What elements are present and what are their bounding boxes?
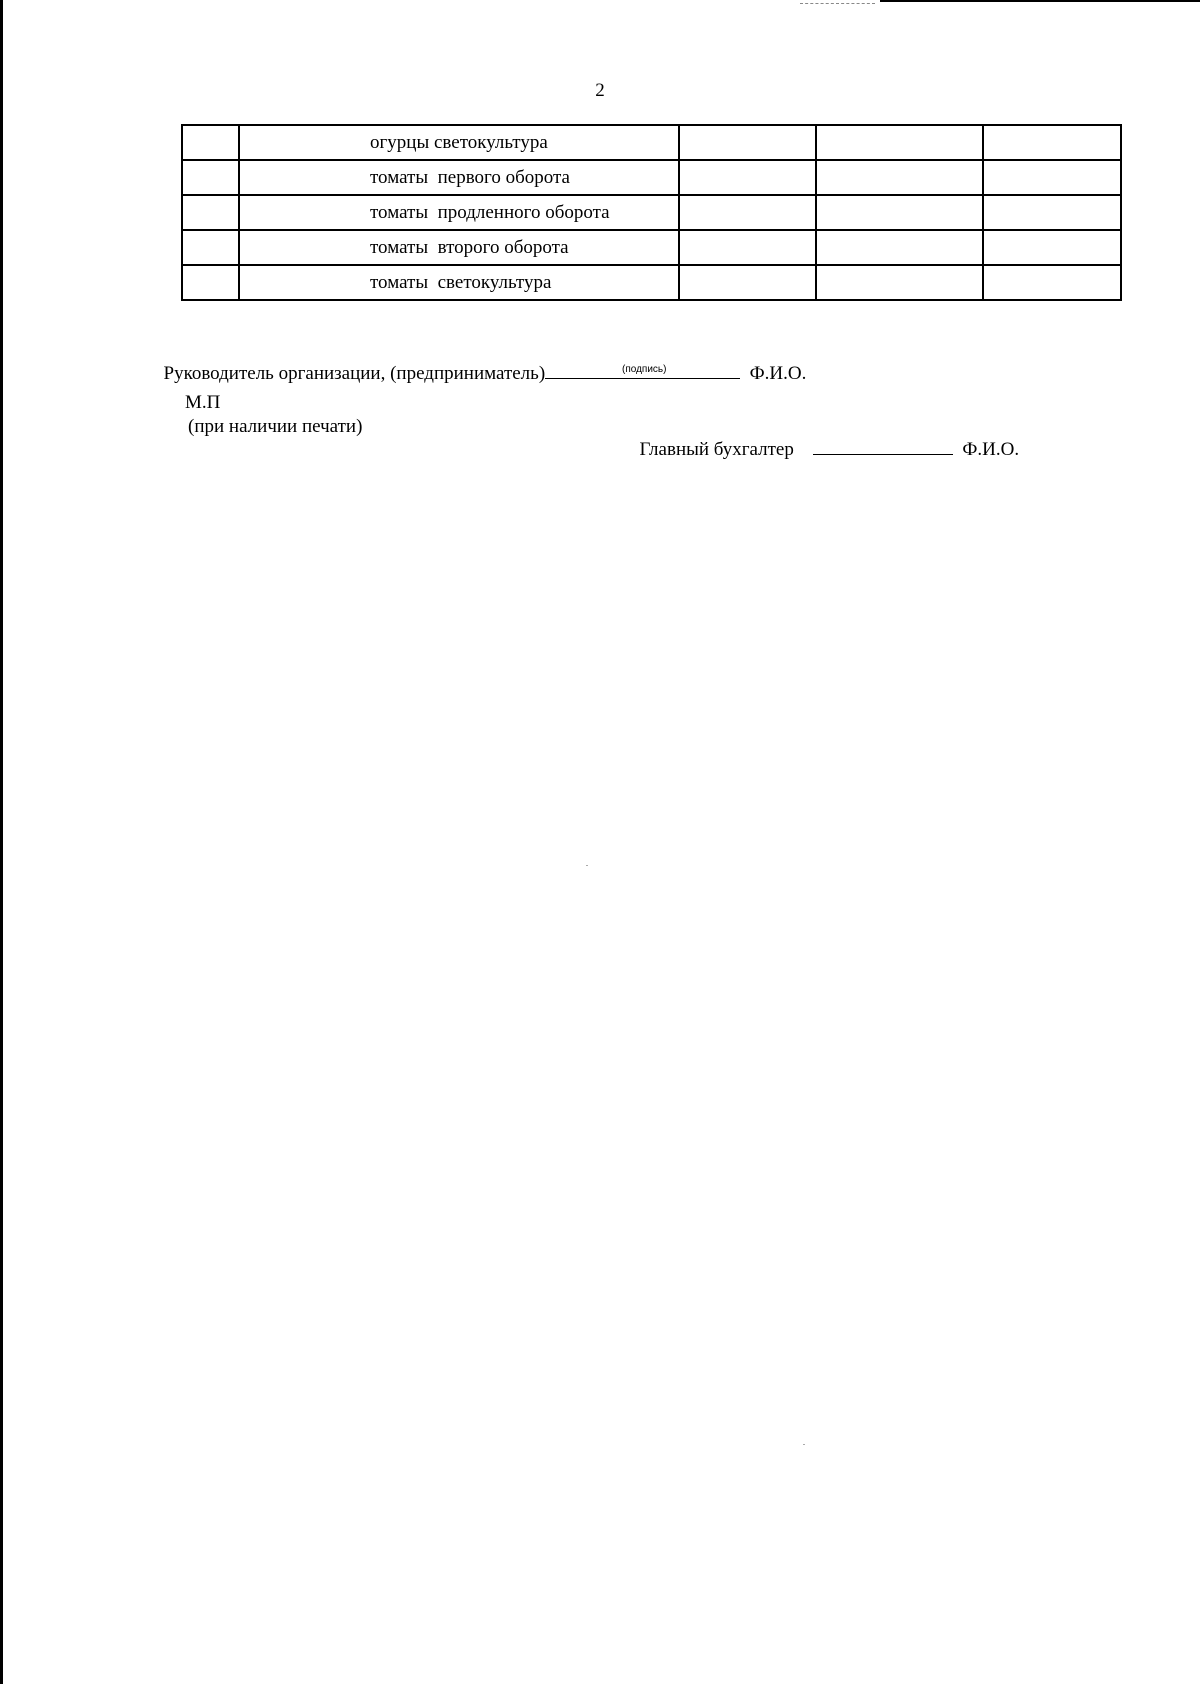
head-label: Руководитель организации, (предприниматель) [163,363,546,384]
stamp-note: (при наличии печати) [188,416,363,437]
table-cell-value [679,230,816,265]
table-cell-value [816,265,983,300]
table-cell-name: томаты первого оборота [239,160,679,195]
table-row [182,125,1121,160]
table-cell-name: томаты светокультура [239,265,679,300]
table-cell-value [816,125,983,160]
head-signature-line [154,340,806,385]
accountant-signature-blank [813,438,953,455]
accountant-label: Главный бухгалтер [639,439,794,460]
table-cell-value [679,195,816,230]
table-row [182,195,1121,230]
accountant-fio: Ф.И.О. [962,439,1020,460]
page-number: 2 [595,80,605,101]
accountant-signature-line [630,416,1019,461]
table-cell-num [182,195,239,230]
scan-edge-top [880,0,1200,2]
table-cell-value [816,160,983,195]
table-row [182,230,1121,265]
scan-speck [586,865,588,866]
table-cell-name: огурцы светокультура [239,125,679,160]
head-fio: Ф.И.О. [749,363,807,384]
table-cell-value [983,230,1121,265]
scan-edge-top-dash [800,3,875,4]
signature-caption: (подпись) [622,364,667,375]
table-cell-value [983,125,1121,160]
table-cell-name: томаты второго оборота [239,230,679,265]
table-cell-num [182,265,239,300]
table-cell-num [182,160,239,195]
table-cell-num [182,125,239,160]
table-cell-num [182,230,239,265]
table-cell-value [679,160,816,195]
scan-speck [803,1444,805,1445]
table-cell-value [816,195,983,230]
table-cell-name: томаты продленного оборота [239,195,679,230]
table-row [182,265,1121,300]
table-cell-value [983,265,1121,300]
table-cell-value [983,195,1121,230]
stamp-label: М.П [185,392,221,413]
table-cell-value [983,160,1121,195]
table-cell-value [816,230,983,265]
crops-table [181,124,1122,301]
table-row [182,160,1121,195]
table-cell-value [679,265,816,300]
scan-edge-left [0,0,3,1684]
table-cell-value [679,125,816,160]
